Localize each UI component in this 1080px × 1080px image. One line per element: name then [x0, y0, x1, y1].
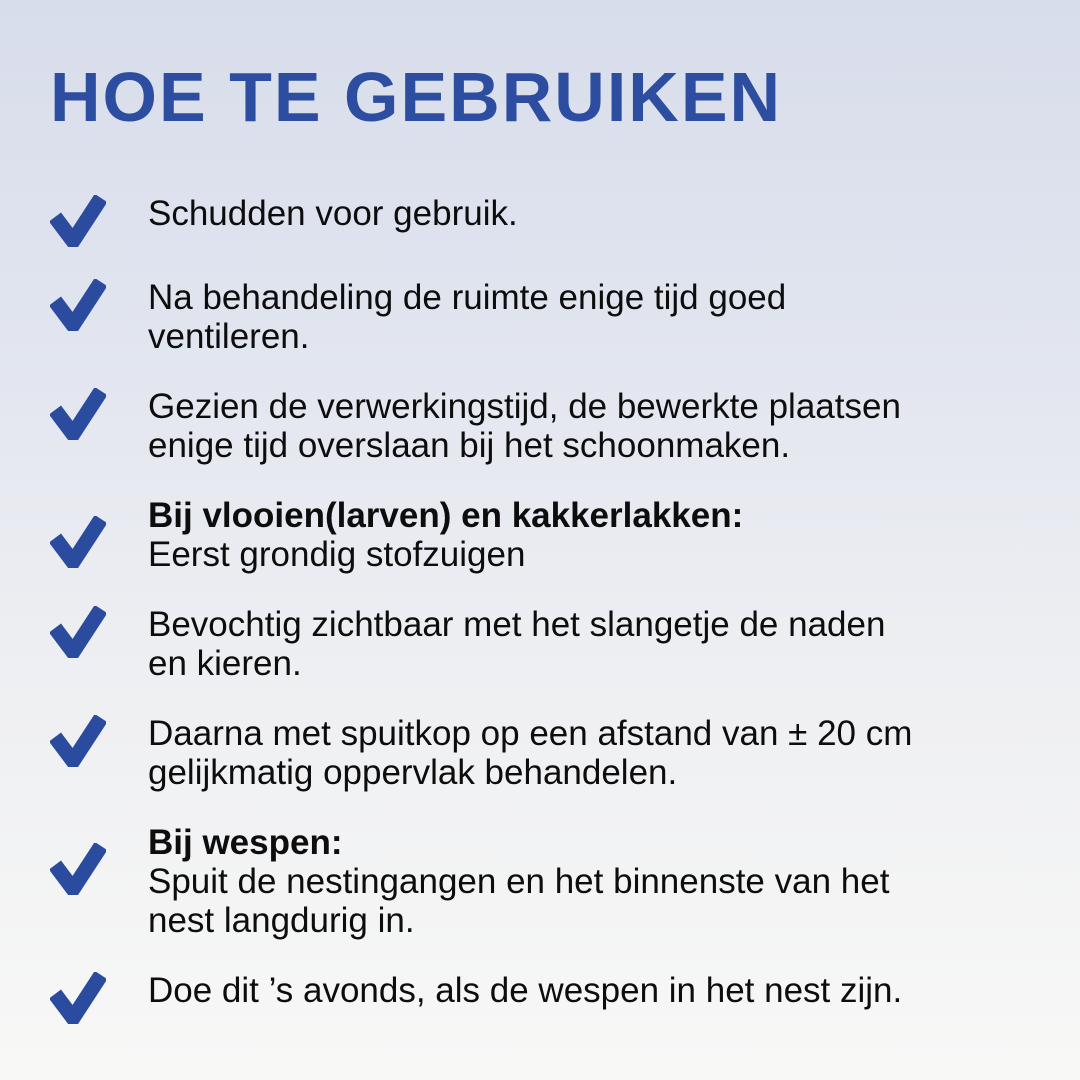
list-item-text-block [148, 496, 1040, 574]
list-item-text: nest langdurig in. [148, 901, 415, 940]
list-item-text: Bevochtig zichtbaar met het slangetje de naden [148, 605, 886, 644]
list-item-text-block [148, 605, 1040, 683]
checkmark-icon [50, 387, 148, 440]
list-item-text-block [148, 971, 1040, 1010]
list-item-heading: Bij vlooien(larven) en kakkerlakken: [148, 496, 744, 535]
list-item [50, 823, 1040, 940]
list-item-text: en kieren. [148, 644, 302, 683]
list-item-text: Schudden voor gebruik. [148, 194, 518, 233]
list-item-text: ventileren. [148, 317, 310, 356]
page-title: HOE TE GEBRUIKEN [50, 58, 783, 136]
list-item-text-block [148, 278, 1040, 356]
list-item [50, 714, 1040, 792]
list-item [50, 496, 1040, 574]
checkmark-icon [50, 605, 148, 658]
checkmark-icon [50, 714, 148, 767]
list-item-text: Doe dit ’s avonds, als de wespen in het nest zijn. [148, 971, 903, 1010]
list-item [50, 605, 1040, 683]
checklist [50, 194, 1040, 1024]
list-item [50, 194, 1040, 247]
list-item [50, 278, 1040, 356]
checkmark-icon [50, 194, 148, 247]
list-item-text: gelijkmatig oppervlak behandelen. [148, 753, 678, 792]
list-item-text: Daarna met spuitkop op een afstand van ± 20 cm [148, 714, 913, 753]
list-item-text-block [148, 823, 1040, 940]
list-item-text-block [148, 714, 1040, 792]
list-item-text: enige tijd overslaan bij het schoonmaken. [148, 426, 791, 465]
list-item-heading: Bij wespen: [148, 823, 343, 862]
list-item [50, 387, 1040, 465]
list-item-text-block [148, 387, 1040, 465]
checkmark-icon [50, 278, 148, 331]
list-item-text: Gezien de verwerkingstijd, de bewerkte plaatsen [148, 387, 901, 426]
list-item-text: Eerst grondig stofzuigen [148, 535, 526, 574]
list-item [50, 971, 1040, 1024]
list-item-text: Spuit de nestingangen en het binnenste van het [148, 862, 890, 901]
list-item-text: Na behandeling de ruimte enige tijd goed [148, 278, 787, 317]
checkmark-icon [50, 823, 148, 895]
list-item-text-block [148, 194, 1040, 233]
checkmark-icon [50, 971, 148, 1024]
checkmark-icon [50, 496, 148, 568]
